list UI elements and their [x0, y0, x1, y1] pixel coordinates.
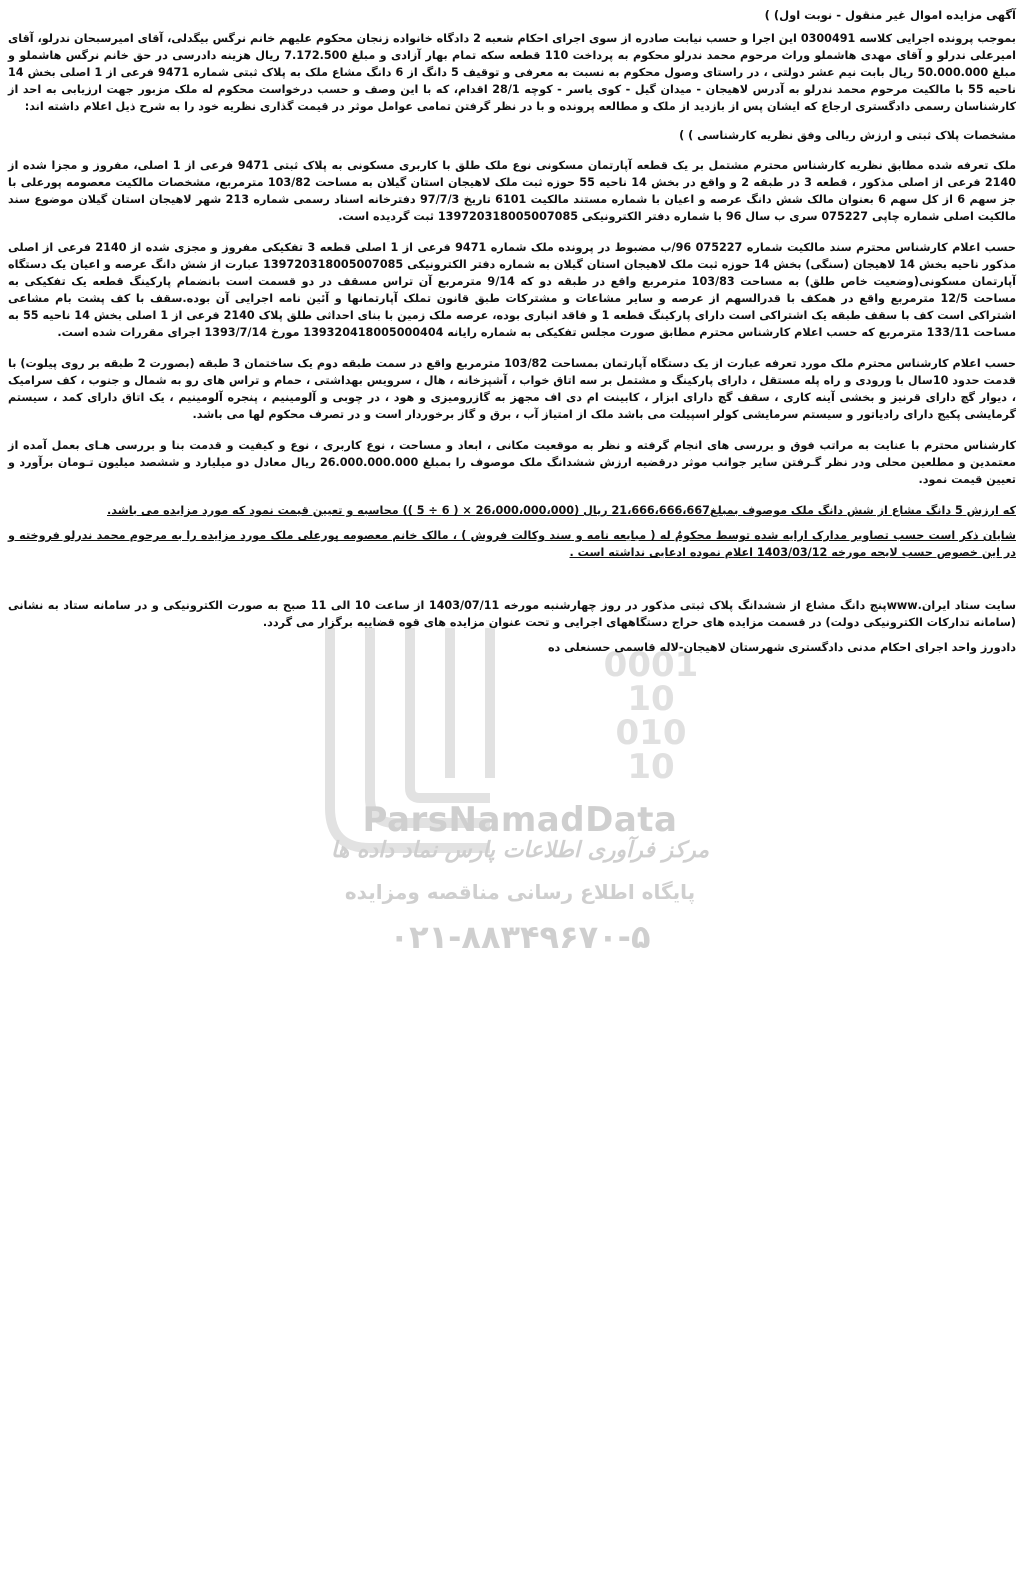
watermark-digits: 0001 10 010 10 [603, 645, 699, 787]
paragraph-case-intro: بموجب پرونده اجرایی کلاسه 0300491 این اجرا و حسب نیابت صادره از سوی اجرای احکام شعبه 2 دادگاه خانواده زنجان محکوم علیهم خانم نرگس بیگدلی، آقای امیرسبحان ندرلو، آقای امیرعلی ندرلو و آقای مهدی هاشملو وراث مرحوم محمد ندرلو محکوم به پرداخت 110 قطعه سکه تمام بهار آزادی و مبلغ 7.172.500 ریال هزینه دادرسی در حق خانم نرگس هاشملو و مبلغ 50.000.000 ریال بابت نیم عشر دولتی ، در راستای وصول محکوم به نسبت به معرفی و توقیف 5 دانگ از 6 دانگ مشاع ملک به پلاک ثبتی شماره 9471 فرعی از 1 اصلی بخش 14 ناحیه 55 با مالکیت مرحوم محمد ندرلو به آدرس لاهیجان - میدان گیل - کوی یاسر - کوچه 28/1 اقدام، که با این وصف و حسب درخواست محکوم له ملک مزبور جهت ارزیابی به احد از کارشناسان رسمی دادگستری ارجاع که ایشان پس از بازدید از ملک و مطالعه پرونده و با در نظر گرفتن تمامی عوامل موثر در قیمت گذاری نظریه خود را به شرح ذیل اعلام داشته اند: [8, 32, 1016, 113]
paragraph-valuation: کارشناس محترم با عنایت به مراتب فوق و بررسی های انجام گرفته و نظر به موقعیت مکانی ، ابعاد و مساحت ، نوع کاربری ، نوع و کیفیت و قدمت بنا و بررسی هـای بعمل آمده از معتمدین و مطلعین محلی ودر نظر گـرفتن سایر جوانب موثر درقضیه ارزش ششدانگ ملک موصوف را بمبلغ 26.000.000.000 ریال معادل دو میلیارد و ششصد میلیون تـومان برآورد و تعیین قیمت نمود. [8, 439, 1016, 486]
paragraph-property-specs: ملک تعرفه شده مطابق نظریه کارشناس محترم مشتمل بر یک قطعه آپارتمان مسکونی نوع ملک طلق با کاربری مسکونی به پلاک ثبتی 9471 فرعی از 1 اصلی، مفروز و مجزا شده از 2140 فرعی از اصلی مذکور ، قطعه 3 در طبقه 2 و واقع در بخش 14 ناحیه 55 حوزه ثبت ملک لاهیجان استان گیلان به مساحت 103/82 مترمربع، مشخصات مالکیت معصومه پورعلی با جز سهم 6 از کل سهم 6 بعنوان مالک شش دانگ عرصه و اعیان با شماره مستند مالکیت 6101 تاریخ 97/7/3 دفترخانه اسناد رسمی شماره 213 شهر لاهیجان استان گیلان موضوع سند مالکیت اصلی شماره چاپی 075227 سری ب سال 96 با شماره دفتر الکترونیکی 139720318005007085 ثبت گردیده است. [8, 159, 1016, 223]
signer: دادورز واحد اجرای احکام مدنی دادگستری شهرستان لاهیجان-لاله قاسمی حسنعلی ده [547, 641, 1016, 654]
paragraph-auction-value: که ارزش 5 دانگ مشاع از شش دانگ ملک موصوف بمبلغ21،666،666،667 ریال (26،000،000،000 × ( 6 ÷ 5 )) محاسبه و تعیین قیمت نمود که مورد مزایده می باشد. [106, 504, 1016, 517]
auction-notice [8, 6, 1016, 668]
watermark-phone: ۰۲۱-۸۸۳۴۹۶۷۰-۵ [389, 918, 651, 956]
watermark-brand: ParsNamadData [362, 800, 678, 840]
paragraph-property-description: حسب اعلام کارشناس محترم ملک مورد تعرفه عبارت از یک دستگاه آپارتمان بمساحت 103/82 مترمربع واقع در سمت طبقه دوم یک ساختمان 3 طبقه (بصورت 2 طبقه بر روی پیلوت) با قدمت حدود 10سال با ورودی و راه پله مستقل ، دارای پارکینگ و مشتمل بر سه اتاق خواب ، آشپزخانه ، هال ، سرویس بهداشتی ، حمام و تراس های رو به شمال و جنوب ، کف سرامیک ، دیوار گچ دارای قرنیز و بخشی آینه کاری ، سقف گچ دارای ابزار ، کابینت ام دی اف مجهز به گازرومیزی و هود ، در چوبی و آلومینیم ، پنجره آلومینیم ، یک اتاق دارای کمد ، سیستم گرمایشی پکیج دارای رادیاتور و سیستم سرمایشی کولر اسپیلت می باشد ملک از امتیاز آب ، برق و گاز برخوردار است و در تصرف محکوم لها می باشد. [8, 357, 1016, 421]
watermark-line-2: پایگاه اطلاع رسانی مناقصه ومزایده [344, 880, 696, 904]
section-heading-specs: مشخصات پلاک ثبتی و ارزش ریالی وفق نظریه کارشناسی ) ) [679, 129, 1016, 142]
paragraph-title-deed: حسب اعلام کارشناس محترم سند مالکیت شماره 075227 96/ب مضبوط در پرونده ملک شماره 9471 فرعی از 1 اصلی قطعه 3 تفکیکی مفروز و مجزی شده از 2140 فرعی از اصلی مذکور ناحیه بخش 14 لاهیجان (سنگی) بخش 14 حوزه ثبت ملک لاهیجان استان گیلان به شماره دفتر الکترونیکی 139720318005007085 عبارت از شش دانگ عرصه و اعیان یک دستگاه آپارتمان مسکونی(وضعیت خاص طلق) به مساحت 103/83 مترمربع واقع در طبقه دو که 9/14 مترمربع آن تراس مسقف در دو قسمت است بانضمام پارکینگ قطعه یک تفکیکی به مساحت 12/5 مترمربع واقع در همکف با قدرالسهم از عرصه و سایر مشاعات و مشترکات طبق قانون تملک آپارتمانها و آئین نامه اجرایی آن بوده.سقف با کف پشت بام مشاعی اشتراکی است کف با سقف طبقه یک اشتراکی است دارای پارکینگ قطعه 1 و فاقد انباری بوده، عرصه ملک زمین با بنای احداثی طلق پلاک 2140 فرعی از 1 اصلی بخش 14 ناحیه 55 به مساحت 133/11 مترمربع که حسب اعلام کارشناس محترم مطابق صورت مجلس تفکیکی به شماره رایانه 139320418005000404 مورخ 1393/7/14 اجرای مقررات شده است. [8, 241, 1017, 339]
notice-title: آگهی مزایده اموال غیر منقول - نوبت اول) ) [764, 8, 1016, 22]
paragraph-auction-schedule: سایت ستاد ایران.wwwپنج دانگ مشاع از ششدانگ پلاک ثبتی مذکور در روز چهارشنبه مورخه 1403/07/11 از ساعت 10 الی 11 صبح به صورت الکترونیکی و در سامانه ستاد به نشانی (سامانه تدارکات الکترونیکی دولت) در قسمت مزایده های حراج دستگاههای اجرایی و تحت عنوان مزایده های قوه قضاییه برگزار می گردد. [8, 599, 1017, 629]
paragraph-ownership-note: شایان ذکر است حسب تصاویر مدارک ارایه شده توسط محکومٌ له ( مبایعه نامه و سند وکالت فروش ) ، مالک خانم معصومه پورعلی ملک مورد مزایده را به مرحوم محمد ندرلو فروخته و در این خصوص حسب لایحه مورخه 1403/03/12 اعلام نموده ادعایی نداشته است . [8, 529, 1016, 559]
watermark-line-1: مرکز فرآوری اطلاعات پارس نماد داده ها [330, 838, 710, 863]
